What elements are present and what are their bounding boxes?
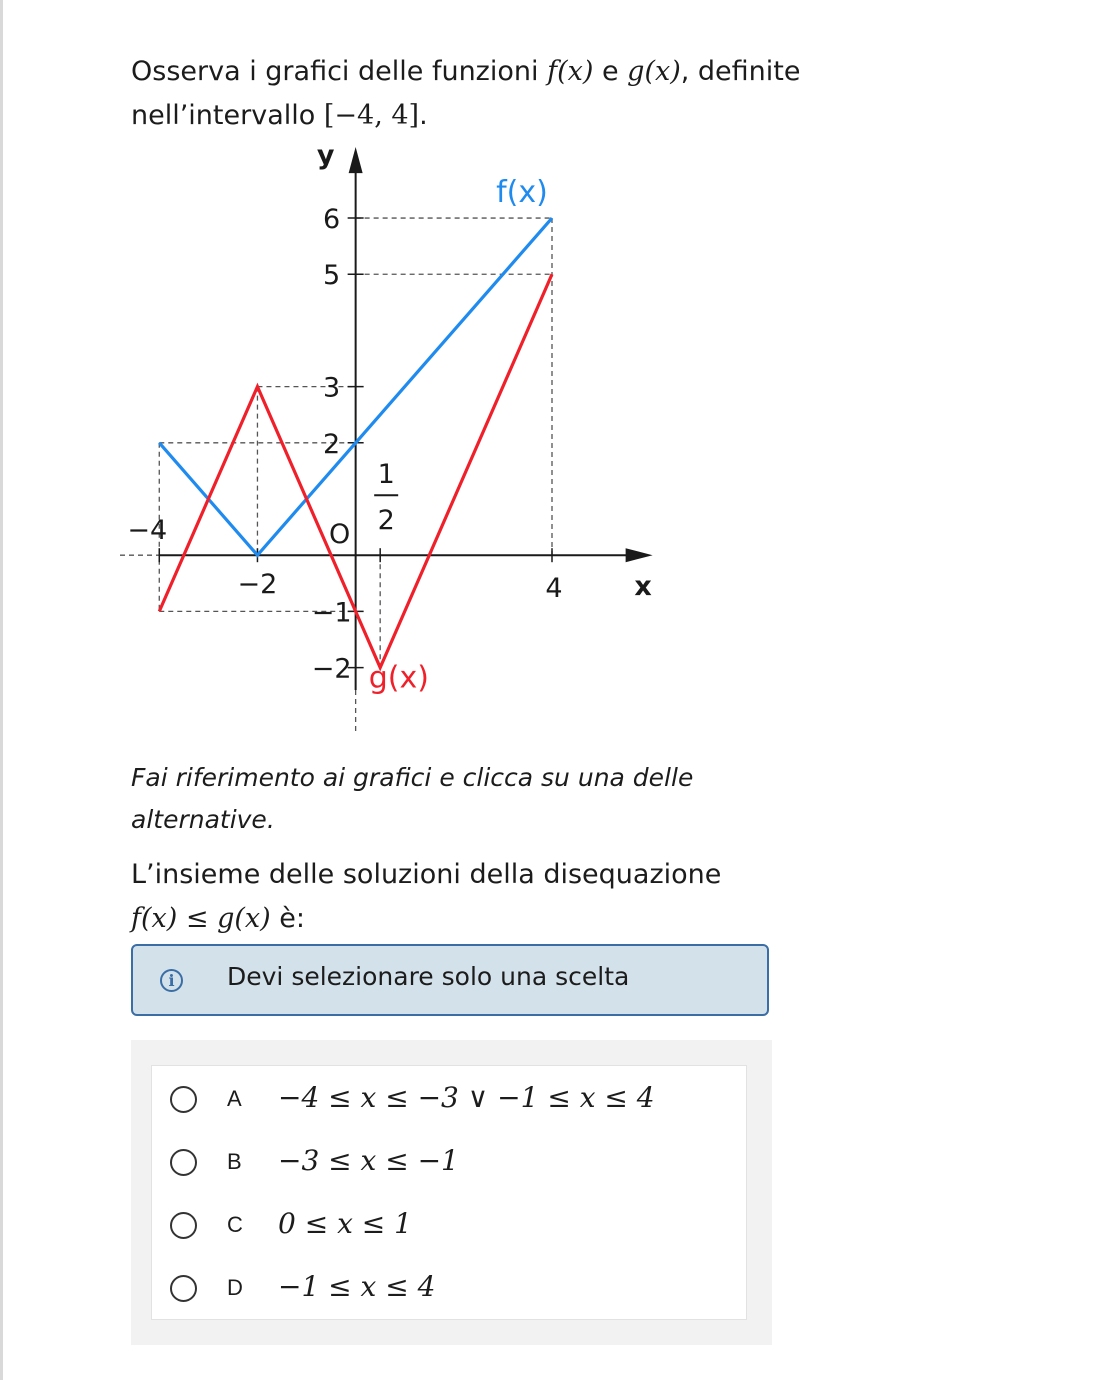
question-inequality: f(x) ≤ g(x) — [131, 903, 271, 934]
info-text: Devi selezionare solo una scelta — [227, 962, 630, 991]
info-box — [131, 944, 769, 1016]
f-series-label: f(x) — [496, 175, 548, 211]
intro-text-a: Osserva i grafici delle funzioni — [131, 56, 548, 87]
intro-text-e: e — [593, 56, 628, 87]
y-tick-label: 3 — [323, 372, 341, 404]
options-list — [151, 1065, 747, 1320]
y-axis-label: y — [316, 145, 335, 171]
intro-f-label: f(x) — [547, 56, 594, 87]
instruction-line-2: alternative. — [131, 805, 275, 834]
x-fraction-numerator: 1 — [377, 459, 395, 491]
x-axis-label: x — [634, 571, 652, 603]
option-letter: C — [227, 1212, 243, 1237]
radio-button[interactable] — [170, 1086, 197, 1113]
option-expression: −1 ≤ x ≤ 4 — [278, 1270, 436, 1303]
option-expression: −3 ≤ x ≤ −1 — [278, 1144, 459, 1177]
x-tick-label: −2 — [237, 569, 278, 601]
radio-button[interactable] — [170, 1149, 197, 1176]
option-letter: D — [227, 1275, 243, 1300]
intro-text-c: nell’intervallo — [131, 100, 324, 131]
y-tick-label: −1 — [311, 597, 352, 629]
question-line-1: L’insieme delle soluzioni della disequazione — [131, 859, 722, 890]
question-suffix: è: — [270, 903, 305, 934]
x-tick-label: 4 — [545, 573, 563, 605]
option-expression: 0 ≤ x ≤ 1 — [278, 1207, 412, 1240]
function-graph — [120, 145, 660, 735]
y-tick-label: 6 — [323, 204, 341, 236]
y-tick-label: 5 — [323, 260, 341, 292]
instruction-text — [131, 757, 731, 841]
intro-text — [131, 50, 831, 138]
left-border — [0, 0, 3, 1380]
question-text — [131, 853, 771, 941]
y-axis-arrow — [349, 147, 363, 173]
option-b[interactable] — [152, 1132, 746, 1192]
intro-text-b: , definite — [680, 56, 801, 87]
y-tick-label: 2 — [323, 428, 341, 460]
options-panel — [131, 1040, 772, 1345]
radio-button[interactable] — [170, 1275, 197, 1302]
x-axis-arrow — [626, 548, 653, 562]
g-series-label: g(x) — [368, 660, 429, 696]
option-expression: −4 ≤ x ≤ −3 ∨ −1 ≤ x ≤ 4 — [278, 1081, 655, 1114]
option-letter: A — [227, 1086, 242, 1111]
option-a[interactable] — [152, 1069, 746, 1129]
info-icon: i — [160, 969, 183, 992]
x-tick-label: −4 — [127, 515, 168, 547]
intro-g-label: g(x) — [627, 56, 681, 87]
option-c[interactable] — [152, 1195, 746, 1255]
option-d[interactable] — [152, 1258, 746, 1318]
origin-label: O — [329, 519, 351, 551]
radio-button[interactable] — [170, 1212, 197, 1239]
option-letter: B — [227, 1149, 242, 1174]
x-fraction-denominator: 2 — [377, 505, 395, 537]
instruction-line-1: Fai riferimento ai grafici e clicca su una delle — [131, 763, 694, 792]
y-tick-label: −2 — [311, 653, 352, 685]
intro-interval: [−4, 4] — [323, 100, 420, 131]
intro-text-end: . — [419, 100, 428, 131]
